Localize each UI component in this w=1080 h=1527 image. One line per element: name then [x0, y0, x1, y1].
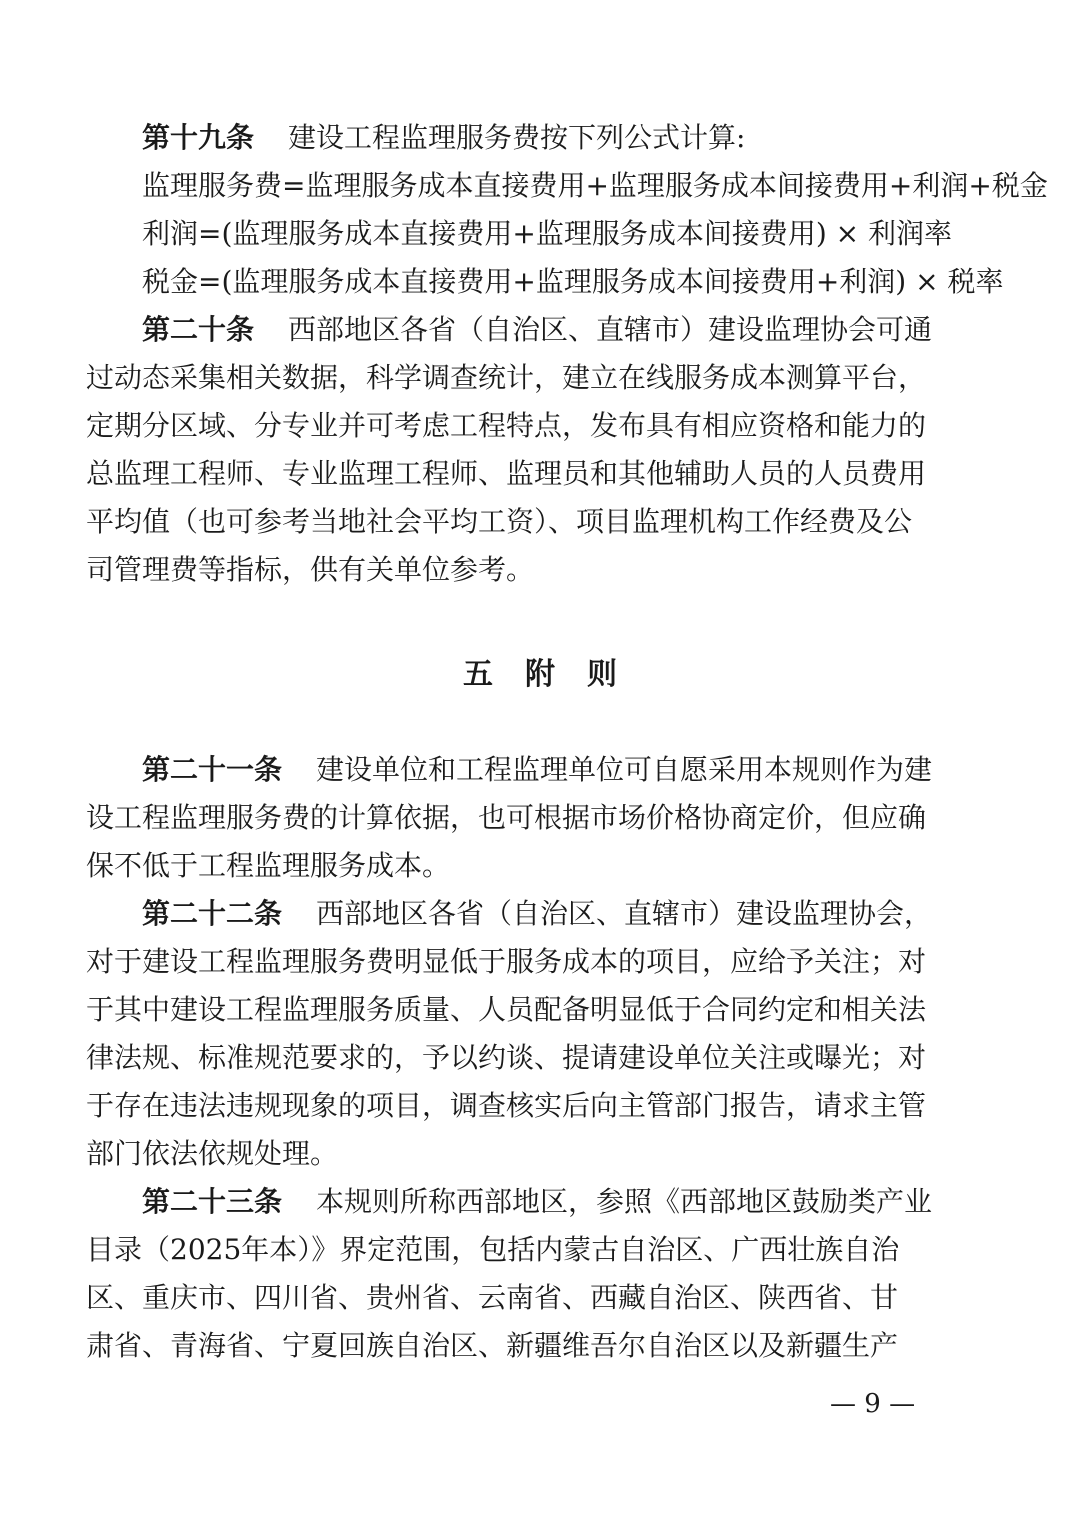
article-21-line-3: 保不低于工程监理服务成本。 — [86, 849, 451, 882]
article-23-line-3: 区、重庆市、四川省、贵州省、云南省、西藏自治区、陕西省、甘 — [86, 1281, 899, 1314]
article-22-line-5: 于存在违法违规现象的项目，调查核实后向主管部门报告，请求主管 — [86, 1089, 927, 1122]
formula-service-fee: 监理服务费=监理服务成本直接费用+监理服务成本间接费用+利润+税金 — [142, 169, 1048, 202]
article-21-line-1: 第二十一条 建设单位和工程监理单位可自愿采用本规则作为建 — [142, 753, 933, 786]
formula-profit: 利润=(监理服务成本直接费用+监理服务成本间接费用) × 利润率 — [142, 217, 953, 250]
article-20-line-5: 平均值（也可参考当地社会平均工资）、项目监理机构工作经费及公 — [86, 505, 913, 538]
article-21-line-2: 设工程监理服务费的计算依据，也可根据市场价格协商定价，但应确 — [86, 801, 927, 834]
article-20-line-1: 第二十条 西部地区各省（自治区、直辖市）建设监理协会可通 — [142, 313, 933, 346]
article-19-line-1 — [142, 118, 745, 158]
article-22-line-2: 对于建设工程监理服务费明显低于服务成本的项目，应给予关注；对 — [86, 945, 927, 978]
article-20-line-6: 司管理费等指标，供有关单位参考。 — [86, 553, 535, 586]
article-20-line-4: 总监理工程师、专业监理工程师、监理员和其他辅助人员的人员费用 — [86, 457, 927, 490]
article-23-line-1: 第二十三条 本规则所称西部地区，参照《西部地区鼓励类产业 — [142, 1185, 933, 1218]
article-23-label: 第二十三条 — [142, 1185, 283, 1218]
formula-tax: 税金=(监理服务成本直接费用+监理服务成本间接费用+利润) × 税率 — [142, 265, 1004, 298]
article-20-line-2: 过动态采集相关数据，科学调查统计，建立在线服务成本测算平台， — [86, 361, 927, 394]
section-heading: 五附则 — [463, 657, 649, 692]
article-22-line-3: 于其中建设工程监理服务质量、人员配备明显低于合同约定和相关法 — [86, 993, 927, 1026]
article-19-text: 建设工程监理服务费按下列公式计算: — [288, 121, 746, 154]
article-19-label: 第十九条 — [142, 121, 255, 154]
article-22-line-6: 部门依法依规处理。 — [86, 1137, 339, 1170]
article-21-label: 第二十一条 — [142, 753, 283, 786]
article-20-label: 第二十条 — [142, 313, 255, 346]
article-22-line-1: 第二十二条 西部地区各省（自治区、直辖市）建设监理协会， — [142, 897, 933, 930]
article-23-line-4: 肃省、青海省、宁夏回族自治区、新疆维吾尔自治区以及新疆生产 — [86, 1329, 899, 1362]
article-23-line-2: 目录（2025年本）》界定范围，包括内蒙古自治区、广西壮族自治 — [86, 1233, 900, 1266]
article-22-line-4: 律法规、标准规范要求的，予以约谈、提请建设单位关注或曝光；对 — [86, 1041, 927, 1074]
article-20-line-3: 定期分区域、分专业并可考虑工程特点，发布具有相应资格和能力的 — [86, 409, 927, 442]
page-number: — 9 — — [830, 1389, 916, 1419]
article-22-label: 第二十二条 — [142, 897, 283, 930]
